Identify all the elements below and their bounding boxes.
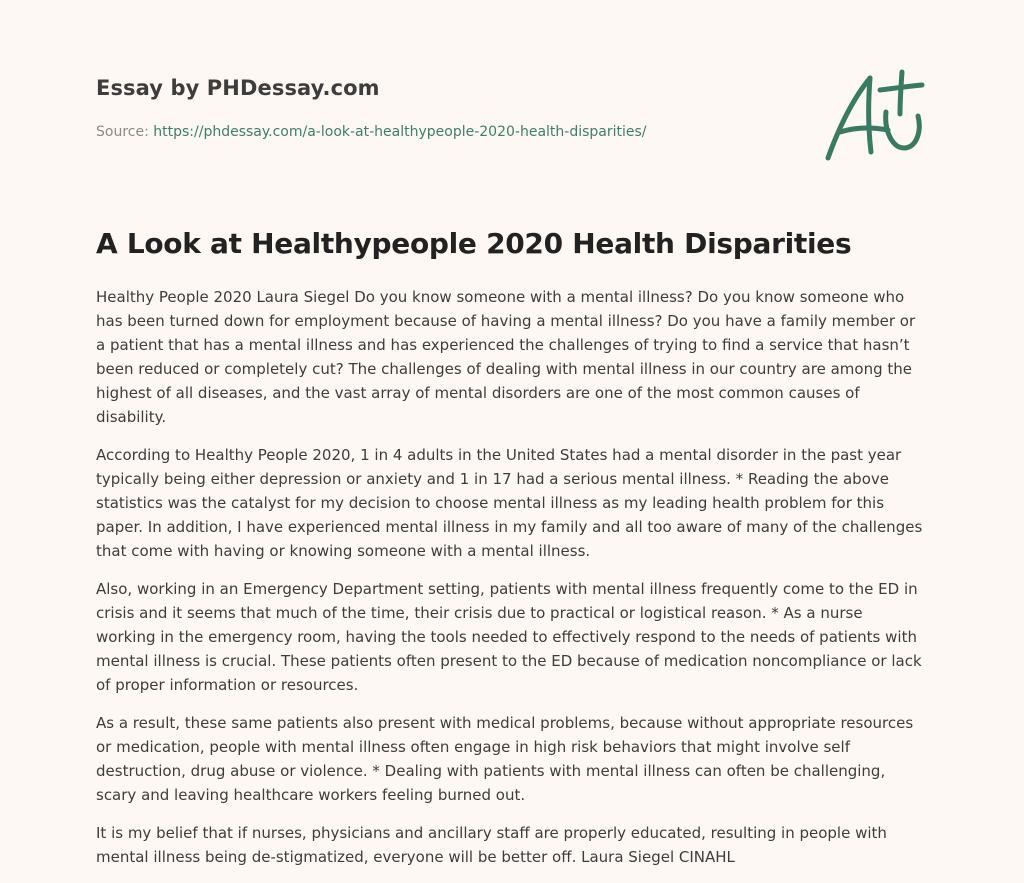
essay-paragraph-3: Also, working in an Emergency Department setting, patients with mental illness frequently come to the ED in crisis and it seems that much of the time, their crisis due to practical or logistical reason. * As a nurse working in the emergency room, having the tools needed to effectively respond to the needs of patients with mental illness is crucial. These patients often present to the ED because of medication noncompliance or lack of proper information or resources. [96,580,922,694]
essay-body [96,285,926,883]
essay-title: A Look at Healthypeople 2020 Health Disparities [96,227,852,260]
source-link[interactable]: https://phdessay.com/a-look-at-healthypeople-2020-health-disparities/ [153,124,647,140]
a-plus-grade-icon [814,66,926,166]
essay-paragraph-2: According to Healthy People 2020, 1 in 4 adults in the United States had a mental disorder in the past year typically being either depression or anxiety and 1 in 17 had a serious mental illness. * Reading the above statistics was the catalyst for my decision to choose mental illness as my leading health problem for this paper. In addition, I have experienced mental illness in my family and all too aware of many of the challenges that come with having or knowing someone with a mental illness. [96,446,923,560]
site-brand: Essay by PHDessay.com [96,76,380,100]
source-line [96,124,647,140]
essay-paragraph-1: Healthy People 2020 Laura Siegel Do you know someone with a mental illness? Do you know someone who has been turned down for employment because of having a mental illness? Do you have a family member or a patient that has a mental illness and has experienced the challenges of trying to find a service that hasn’t been reduced or completely cut? The challenges of dealing with mental illness in our country are among the highest of all diseases, and the vast array of mental disorders are one of the most common causes of disability. [96,288,916,426]
essay-paragraph-4: As a result, these same patients also present with medical problems, because without appropriate resources or medication, people with mental illness often engage in high risk behaviors that might involve self destruction, drug abuse or violence. * Dealing with patients with mental illness can often be challenging, scary and leaving healthcare workers feeling burned out. [96,714,914,804]
essay-paragraph-5: It is my belief that if nurses, physicians and ancillary staff are properly educated, resulting in people with mental illness being de-stigmatized, everyone will be better off. Laura Siegel CINAHL [96,824,887,866]
source-label: Source: [96,124,154,140]
